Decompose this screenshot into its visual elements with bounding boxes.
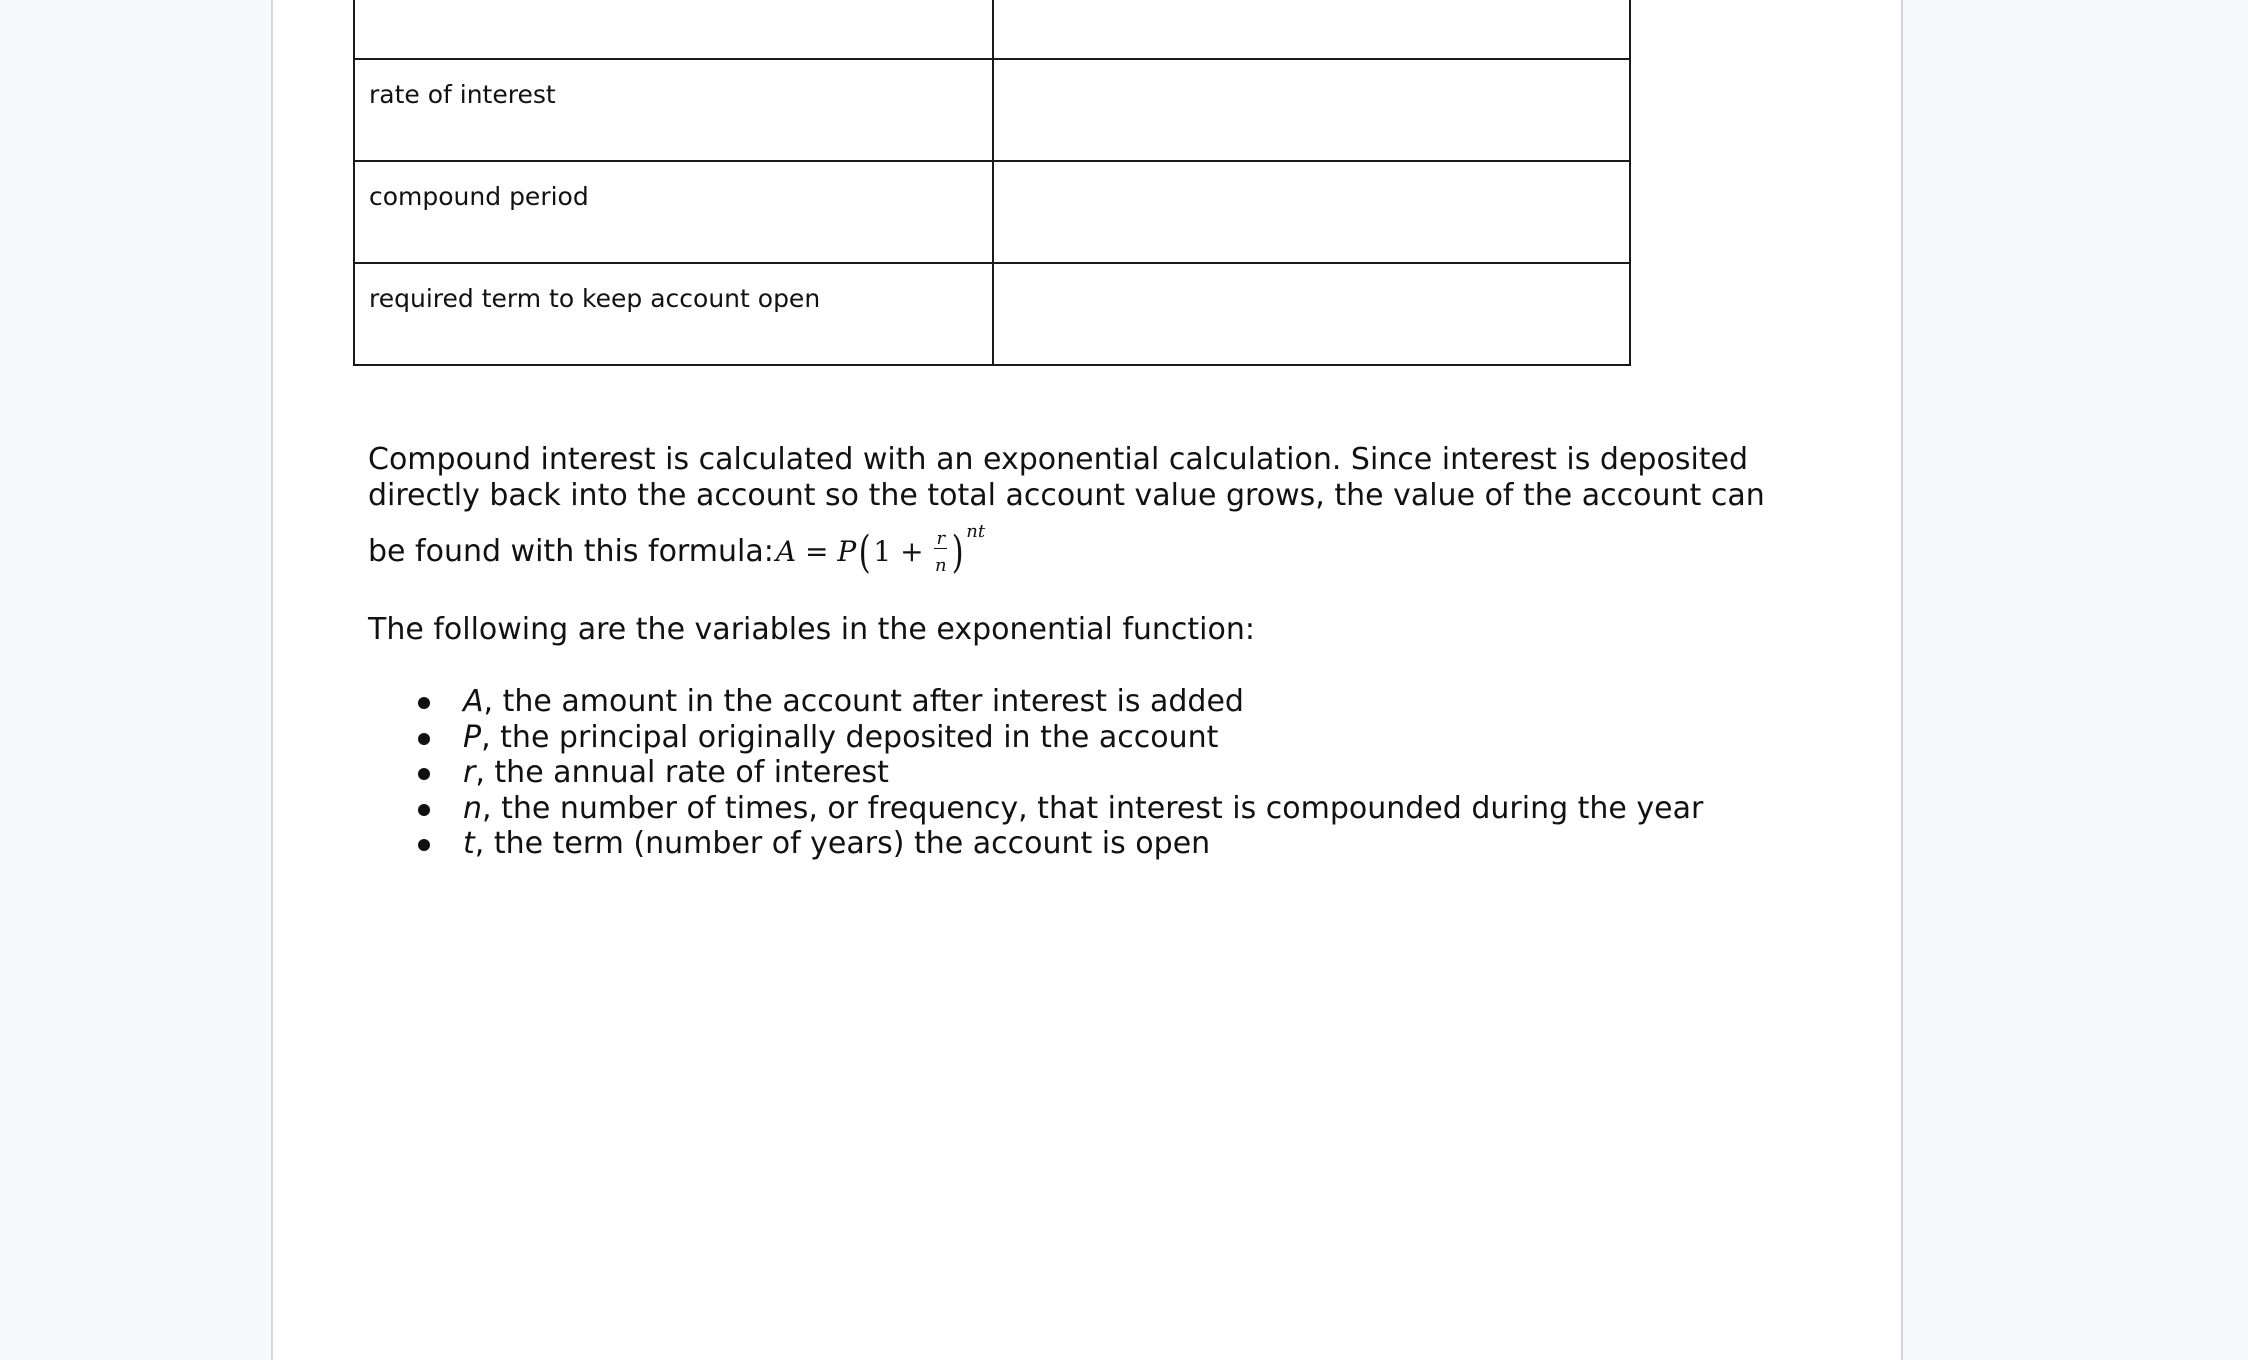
bullet-icon	[418, 804, 430, 816]
rate-fraction: $\frac{r}{n}$	[934, 528, 947, 576]
bullet-icon	[418, 733, 430, 745]
table-cell-value[interactable]	[993, 59, 1630, 161]
table-cell-value[interactable]	[993, 161, 1630, 263]
list-item: P, the principal originally deposited in the account	[368, 720, 1703, 756]
table-row	[354, 161, 1630, 263]
table-cell-label: compound period	[354, 161, 993, 263]
variables-list	[368, 684, 1703, 862]
bullet-icon	[418, 697, 430, 709]
bullet-icon	[418, 839, 430, 851]
paragraph-text: Compound interest is calculated with an exponential calculation. Since interest is deposited directly back into the account so the total account value grows, the value of the account can be found with this formula:	[368, 442, 1765, 569]
compound-interest-formula: A = P(1 + $\frac{r}{n}$ ) $^{nt}$	[775, 521, 986, 578]
table-row	[354, 263, 1630, 365]
table-cell-label: rate of interest	[354, 59, 993, 161]
list-item: n, the number of times, or frequency, that interest is compounded during the year	[368, 791, 1703, 827]
table-row	[354, 59, 1630, 161]
compound-interest-paragraph	[368, 442, 1808, 578]
list-item: r, the annual rate of interest	[368, 755, 1703, 791]
table-cell-value[interactable]	[993, 263, 1630, 365]
list-item: A, the amount in the account after interest is added	[368, 684, 1703, 720]
account-terms-table	[353, 0, 1631, 366]
table-cell-label: required term to keep account open	[354, 263, 993, 365]
bullet-icon	[418, 768, 430, 780]
formula-exponent: nt	[966, 521, 986, 542]
table-cell-value[interactable]	[993, 0, 1630, 59]
table-row	[354, 0, 1630, 59]
table-cell-label	[354, 0, 993, 59]
variables-intro: The following are the variables in the exponential function:	[368, 612, 1255, 647]
list-item: t, the term (number of years) the account is open	[368, 826, 1703, 862]
